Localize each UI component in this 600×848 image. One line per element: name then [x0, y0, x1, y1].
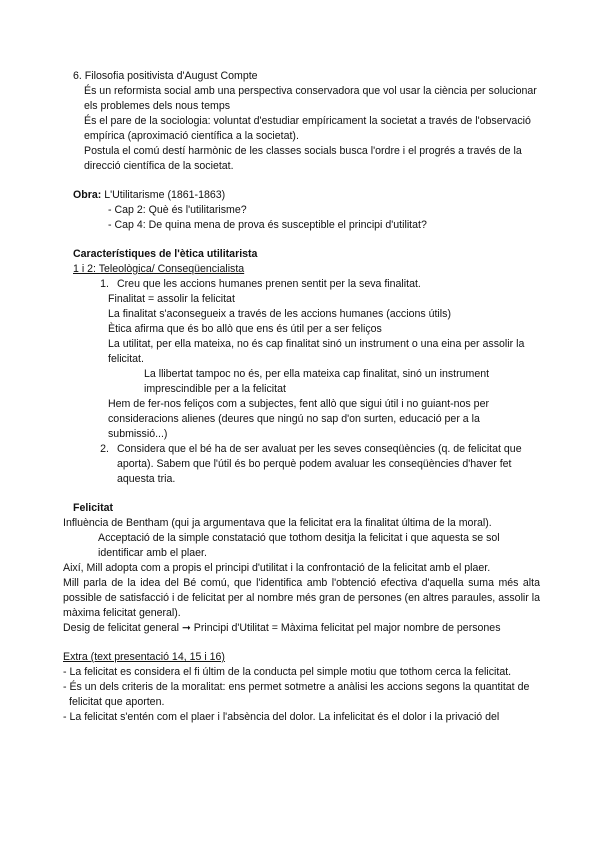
compte-line: Postula el comú destí harmònic de les classes socials busca l'ordre i el progrés a través de la direcció científica de la societat. — [84, 145, 522, 172]
felicitat-mill: Mill parla de la idea del Bé comú, que l'identifica amb l'obtenció efectiva d'aquella suma més alta possible de satisfacció i de felicitat per al nombre més gran de persones (en altres paraules, assolir la màxima felicitat general). — [63, 577, 540, 619]
item1-line: La utilitat, per ella mateixa, no és cap finalitat sinó un instrument o una eina per assolir la felicitat. — [108, 338, 525, 365]
section-compte-title: 6. Filosofia positivista d'August Compte — [73, 70, 258, 82]
item1-last: Hem de fer-nos feliços com a subjectes, fent allò que sigui útil i no guiant-nos per consideracions alienes (deures que ningú no sap d'on surten, educació per a la submissió...) — [108, 398, 489, 440]
felicitat-accep: Acceptació de la simple constatació que tothom desitja la felicitat i que aquesta se sol identificar amb el plaer. — [98, 532, 500, 559]
item1-line: Ètica afirma que és bo allò que ens és útil per a ser feliços — [108, 323, 382, 335]
item2-text: Considera que el bé ha de ser avaluat per les seves conseqüències (q. de felicitat que aporta). Sabem que l'útil és bo perquè podem avaluar les conseqüències d'haver fet aquesta tria. — [117, 443, 522, 485]
extra-heading: Extra (text presentació 14, 15 i 16) — [63, 651, 225, 663]
felicitat-heading: Felicitat — [73, 502, 114, 514]
felicitat-influ: Influència de Bentham (qui ja argumentava que la felicitat era la finalitat última de la moral). — [63, 517, 492, 529]
list-number: 1. — [100, 278, 109, 290]
extra-item: - La felicitat es considera el fi últim de la conducta pel simple motiu que tothom cerca la felicitat. — [63, 666, 512, 678]
item1-line: La finalitat s'aconsegueix a través de les accions humanes (accions útils) — [108, 308, 451, 320]
extra-item: - És un dels criteris de la moralitat: ens permet sotmetre a anàlisi les accions segons la quantitat de felicitat que aporten. — [63, 681, 530, 708]
list-item-1 — [73, 277, 540, 292]
compte-line: És el pare de la sociologia: voluntat d'estudiar empíricament la societat a través de l'observació empírica (aproximació científica a la societat). — [84, 115, 531, 142]
carac-heading: Característiques de l'ètica utilitarista — [73, 248, 258, 260]
item1-line: Finalitat = assolir la felicitat — [108, 293, 235, 305]
obra-text: L'Utilitarisme (1861-1863) — [101, 189, 226, 201]
compte-line: És un reformista social amb una perspectiva conservadora que vol usar la ciència per solucionar els problemes dels nous temps — [84, 85, 537, 112]
felicitat-desig: Desig de felicitat general ➞ Principi d'Utilitat = Màxima felicitat pel major nombre de persones — [63, 622, 501, 634]
obra-line — [73, 188, 540, 203]
obra-cap: - Cap 2: Què és l'utilitarisme? — [108, 204, 247, 216]
carac-subtitle: 1 i 2: Teleològica/ Conseqüencialista — [73, 263, 245, 275]
felicitat-aixi: Així, Mill adopta com a propis el principi d'utilitat i la confrontació de la felicitat amb el plaer. — [63, 562, 491, 574]
item1-deep: La llibertat tampoc no és, per ella mateixa cap finalitat, sinó un instrument imprescindible per a la felicitat — [144, 368, 490, 395]
list-number: 2. — [100, 443, 109, 455]
list-item-2 — [73, 442, 540, 487]
extra-item: - La felicitat s'entén com el plaer i l'absència del dolor. La infelicitat és el dolor i la privació del — [63, 711, 500, 723]
obra-label: Obra: — [73, 189, 102, 201]
item1-first: Creu que les accions humanes prenen sentit per la seva finalitat. — [117, 278, 421, 290]
obra-cap: - Cap 4: De quina mena de prova és susceptible el principi d'utilitat? — [108, 219, 427, 231]
